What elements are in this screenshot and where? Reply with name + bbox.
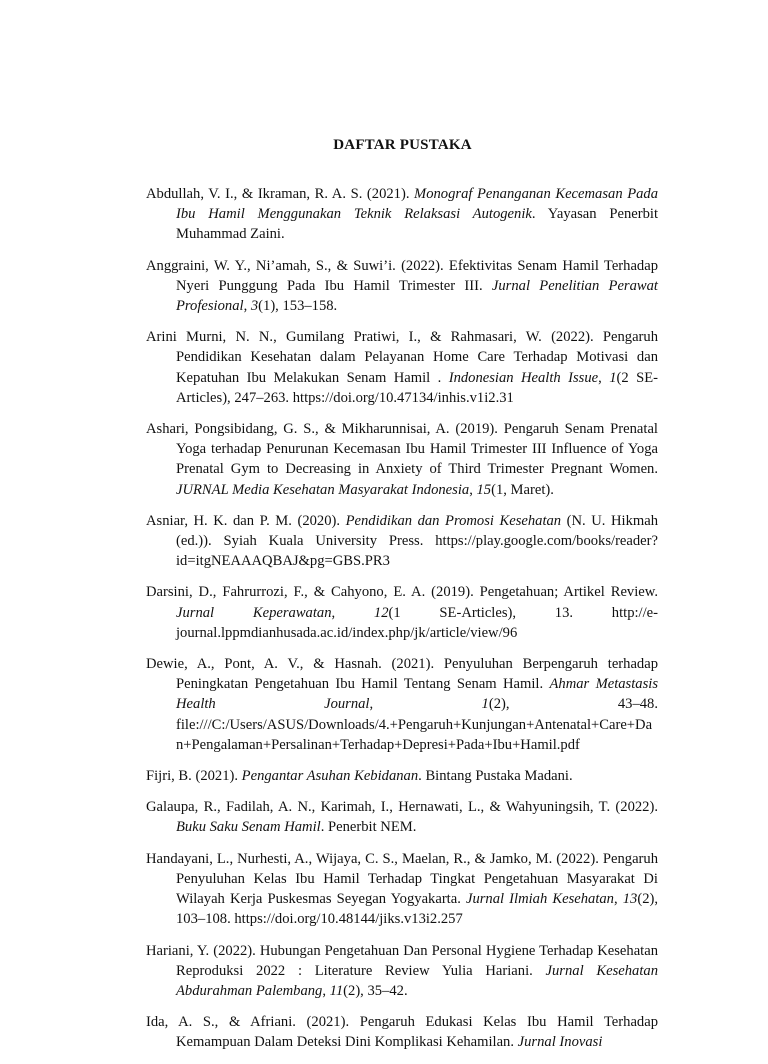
reference-entry [146,797,658,837]
reference-entry [146,184,658,245]
reference-italic-text: Monograf Penanganan Kecemasan Pada Ibu Hamil Menggunakan Teknik Relaksasi Autogenik [176,186,658,223]
reference-entry [146,327,658,408]
reference-text: (1 SE-Articles), 13. http://e-journal.lppmdianhusada.ac.id/index.php/jk/article/view/96 [176,604,658,641]
reference-text: (N. U. Hikmah (ed.)). Syiah Kuala University Press. https://play.google.com/books/reader?id=itgNEAAAQBAJ&pg=GBS.PR3 [176,512,658,570]
reference-entry [146,1012,658,1052]
reference-italic-text: JURNAL Media Kesehatan Masyarakat Indonesia [176,481,470,498]
reference-text: (2), 43–48. file:///C:/Users/ASUS/Downloads/4.+Pengaruh+Kunjungan+Antenatal+Care+Dan+Pengalaman+Persalinan+Terhadap+Depresi+Pada+Ibu+Hamil.pdf [176,696,658,753]
reference-italic-text: Jurnal Inovasi [517,1034,603,1051]
reference-text: , [243,298,251,315]
reference-italic-text: 15 [476,481,492,498]
reference-italic-text: Jurnal Ilmiah Kesehatan [465,891,614,908]
reference-text: , [598,369,610,386]
reference-italic-text: Pengantar Asuhan Kebidanan [241,768,419,785]
reference-text: Hariani, Y. (2022). Hubungan Pengetahuan Dan Personal Hygiene Terhadap Kesehatan Reproduksi 2022 : Literature Review Yulia Hariani. [146,942,658,979]
reference-text: Dewie, A., Pont, A. V., & Hasnah. (2021). Penyuluhan Berpengaruh terhadap Peningkatan Pengetahuan Ibu Hamil Tentang Senam Hamil. [146,656,658,693]
reference-text: Abdullah, V. I., & Ikraman, R. A. S. (2021). [146,186,415,202]
reference-text: Galaupa, R., Fadilah, A. N., Karimah, I., Hernawati, L., & Wahyuningsih, T. (2022). [146,799,658,816]
reference-italic-text: 1 [609,369,617,386]
reference-text: (1), 153–158. [258,298,338,315]
reference-text: . Yayasan Penerbit Muhammad Zaini. [176,206,658,243]
reference-italic-text: 1 [481,696,489,713]
reference-italic-text: 11 [329,982,344,999]
reference-text: (2), 35–42. [343,982,408,999]
reference-entry [146,511,658,572]
reference-italic-text: Ahmar Metastasis Health Journal [176,676,658,713]
reference-text: Arini Murni, N. N., Gumilang Pratiwi, I., & Rahmasari, W. (2022). Pengaruh Pendidikan Kesehatan dalam Pelayanan Home Care Terhadap Motivasi dan Kepatuhan Ibu Melakukan Senam Hamil . [146,329,658,386]
reference-text: , [322,982,330,999]
reference-entry [146,256,658,317]
reference-entry [146,419,658,500]
reference-text: (1, Maret). [491,481,554,498]
reference-text: Darsini, D., Fahrurrozi, F., & Cahyono, E. A. (2019). Pengetahuan; Artikel Review. [146,584,658,601]
reference-italic-text: 3 [250,298,259,315]
reference-text: Asniar, H. K. dan P. M. (2020). [146,512,346,529]
reference-italic-text: 13 [622,891,638,908]
reference-text: , [331,604,374,621]
reference-text: Fijri, B. (2021). [146,768,242,785]
reference-italic-text: Jurnal Keperawatan [176,604,332,621]
reference-italic-text: Jurnal Penelitian Perawat Profesional [176,277,658,315]
reference-text: . Penerbit NEM. [320,819,417,836]
reference-italic-text: Pendidikan dan Promosi Kesehatan [345,512,562,529]
reference-entry [146,941,658,1002]
page-title: DAFTAR PUSTAKA [333,137,472,153]
reference-entry [146,582,658,643]
reference-text: , [369,696,482,713]
reference-text: Anggraini, W. Y., Ni’amah, S., & Suwi’i. (2022). Efektivitas Senam Hamil Terhadap Nyeri Punggung Pada Ibu Hamil Trimester III. [146,257,658,294]
reference-list [146,184,658,1064]
reference-entry [146,766,658,786]
reference-text: , [613,891,623,908]
reference-entry [146,654,658,755]
reference-entry [146,849,658,930]
reference-italic-text: 12 [373,604,389,621]
reference-italic-text: Buku Saku Senam Hamil [176,819,321,836]
reference-text: Ashari, Pongsibidang, G. S., & Mikharunnisai, A. (2019). Pengaruh Senam Prenatal Yoga terhadap Penurunan Kecemasan Ibu Hamil Trimester III Influence of Yoga Prenatal Gym to Decreasing in Anxiety of Third Trimester Pregnant Women. [146,421,658,478]
reference-text: Ida, A. S., & Afriani. (2021). Pengaruh Edukasi Kelas Ibu Hamil Terhadap Kemampuan Dalam Deteksi Dini Komplikasi Kehamilan. [146,1014,658,1051]
reference-italic-text: Indonesian Health Issue [448,369,599,386]
reference-text: (2 SE-Articles), 247–263. https://doi.org/10.47134/inhis.v1i2.31 [176,369,658,406]
reference-text: . Bintang Pustaka Madani. [418,768,573,785]
reference-italic-text: Jurnal Kesehatan Abdurahman Palembang [176,962,658,999]
reference-text: Handayani, L., Nurhesti, A., Wijaya, C. S., Maelan, R., & Jamko, M. (2022). Pengaruh Penyuluhan Kelas Ibu Hamil Terhadap Tingkat Pengetahuan Masyarakat Di Wilayah Kerja Puskesmas Seyegan Yogyakarta. [146,850,658,908]
reference-text: , [469,481,477,498]
reference-text: (2), 103–108. https://doi.org/10.48144/jiks.v13i2.257 [176,891,658,928]
